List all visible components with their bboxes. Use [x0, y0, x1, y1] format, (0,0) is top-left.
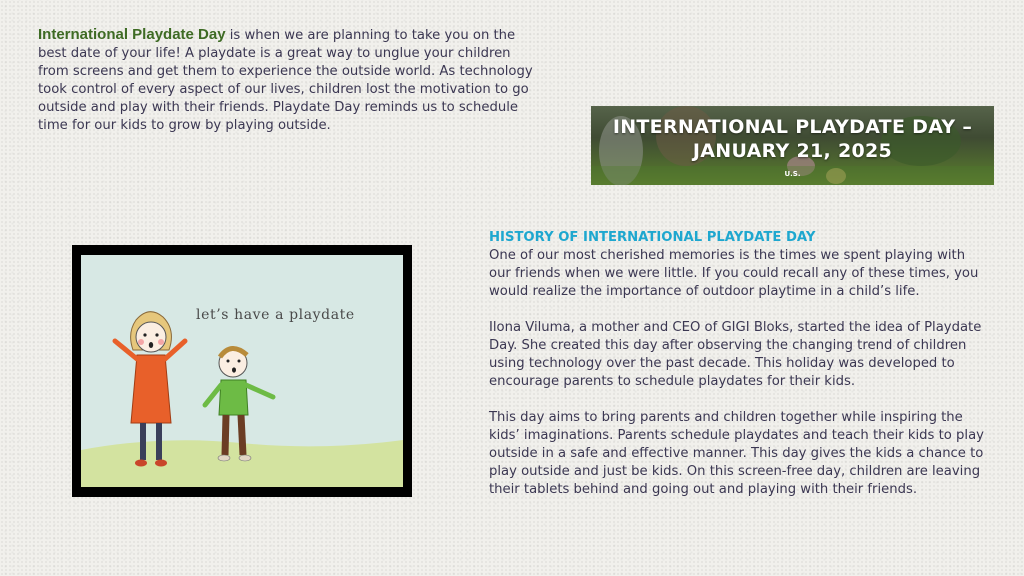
intro-paragraph: [38, 26, 533, 135]
history-paragraph-3: This day aims to bring parents and children together while inspiring the kids’ imaginations. Parents schedule playdates and teach their kids to play outside in a safe and effective manner. This day gives the kids a chance to play outside and just be kids. On this screen-free day, children are leaving their tablets behind and going out and playing with their friends.: [489, 410, 984, 497]
banner-country: U.S.: [784, 170, 801, 178]
history-section: [489, 229, 989, 517]
intro-text: is when we are planning to take you on the best date of your life! A playdate is a great way to unglue your children from screens and get them to experience the outside world. As technology took control of every aspect of our lives, children lost the motivation to go outside and play with their friends. Playdate Day reminds us to schedule time for our kids to grow by playing outside.: [38, 28, 533, 133]
kids-drawing: [81, 255, 403, 487]
playdate-illustration-frame: [72, 245, 412, 497]
intro-lead: International Playdate Day: [38, 26, 226, 43]
banner-title-line2: JANUARY 21, 2025: [692, 140, 893, 162]
history-heading: HISTORY OF INTERNATIONAL PLAYDATE DAY: [489, 230, 816, 245]
event-banner-image: [591, 106, 994, 185]
banner-title: [591, 115, 994, 163]
playdate-illustration: [81, 255, 403, 487]
illustration-caption: let’s have a playdate: [196, 307, 355, 323]
history-paragraph-2: Ilona Viluma, a mother and CEO of GIGI Bloks, started the idea of Playdate Day. She created this day after observing the changing trend of children using technology over the past decade. This holiday was developed to encourage parents to schedule playdates for their kids.: [489, 320, 982, 389]
history-paragraph-1: One of our most cherished memories is the times we spent playing with our friends when we were little. If you could recall any of these times, you would realize the importance of outdoor playtime in a child’s life.: [489, 248, 979, 299]
banner-title-line1: INTERNATIONAL PLAYDATE DAY –: [612, 116, 973, 138]
